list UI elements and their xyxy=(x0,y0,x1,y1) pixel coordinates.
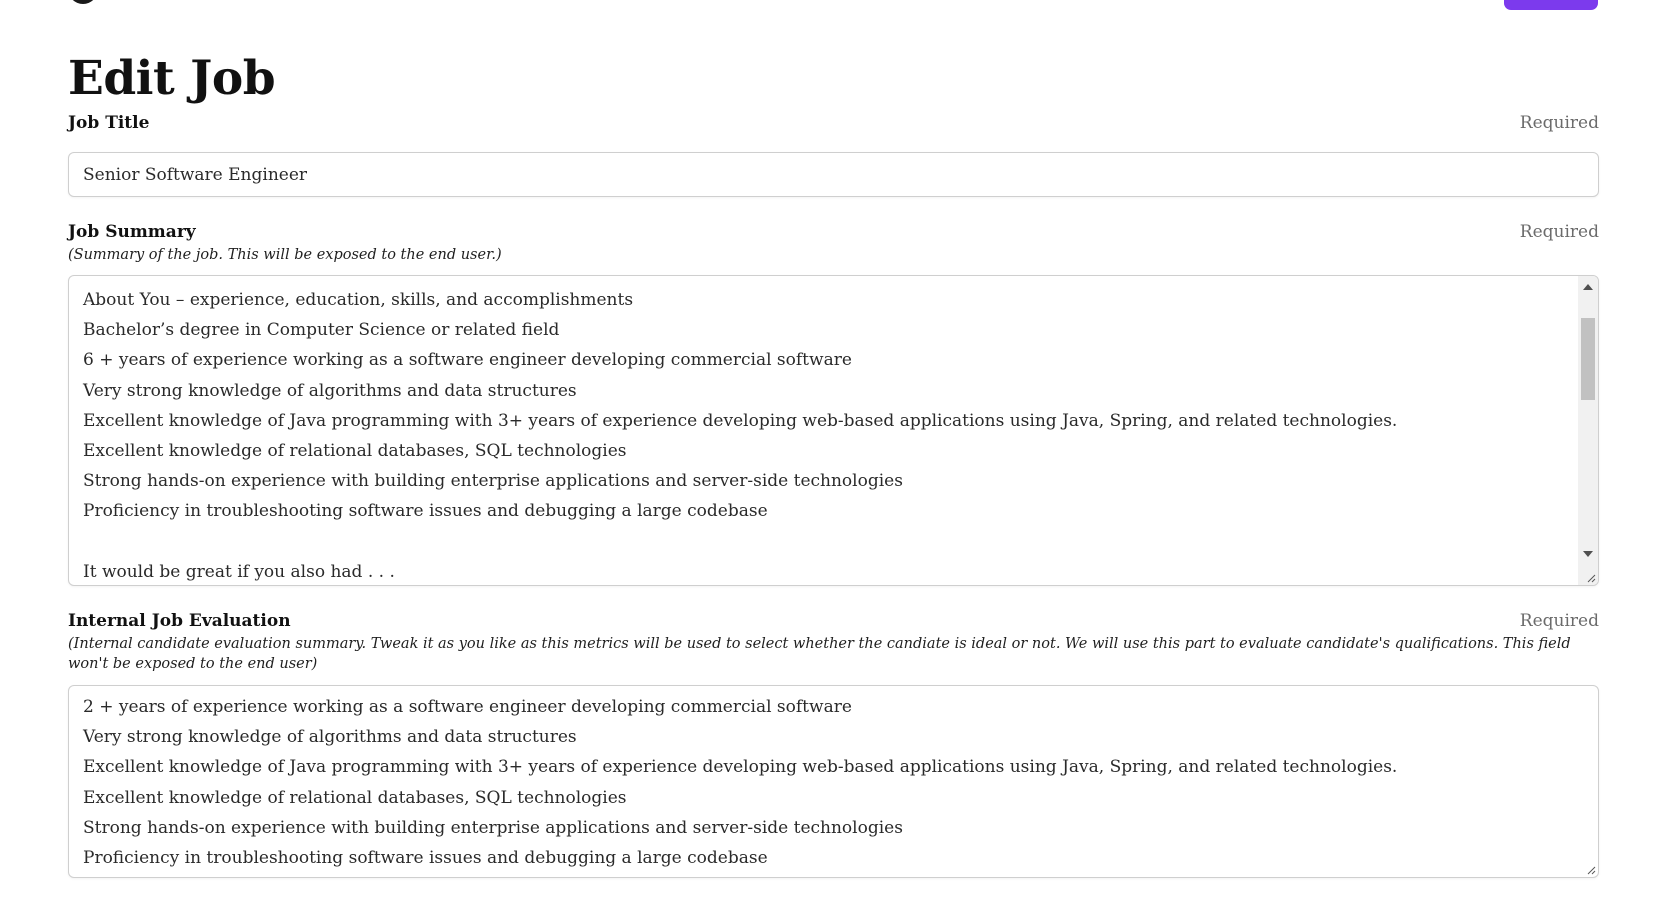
text-line: Excellent knowledge of relational databases, SQL technologies xyxy=(83,787,627,808)
text-line: Bachelor’s degree in Computer Science or related field xyxy=(83,320,560,341)
text-line: Excellent knowledge of Java programming with 3+ years of experience developing web-based applications using Java, Spring, and related technologies. xyxy=(83,410,1398,431)
text-line: Strong hands-on experience with building enterprise applications and server-side technologies xyxy=(83,471,903,492)
internal-evaluation-textarea[interactable] xyxy=(68,685,1599,878)
text-line: About You – experience, education, skills, and accomplishments xyxy=(83,290,634,310)
job-summary-label: Job Summary xyxy=(68,222,196,242)
job-title-required-text: Required xyxy=(1519,113,1599,133)
text-line: Strong hands-on experience with building enterprise applications and server-side technologies xyxy=(83,817,903,838)
scroll-down-arrow-icon[interactable] xyxy=(1583,551,1593,557)
text-line: Proficiency in troubleshooting software issues and debugging a large codebase xyxy=(83,501,768,522)
internal-evaluation-text xyxy=(83,692,1584,873)
job-title-label: Job Title xyxy=(68,113,150,133)
scroll-thumb[interactable] xyxy=(1581,318,1595,400)
job-title-input[interactable] xyxy=(68,152,1599,197)
internal-evaluation-label: Internal Job Evaluation xyxy=(68,611,291,631)
job-summary-text xyxy=(83,285,1574,586)
resize-grip-icon[interactable] xyxy=(1586,573,1596,583)
scroll-up-arrow-icon[interactable] xyxy=(1583,284,1593,290)
text-line: Proficiency in troubleshooting software issues and debugging a large codebase xyxy=(83,847,768,868)
job-summary-hint: (Summary of the job. This will be exposed to the end user.) xyxy=(68,247,502,263)
job-summary-textarea[interactable] xyxy=(68,275,1599,586)
resize-grip-icon[interactable] xyxy=(1586,865,1596,875)
internal-evaluation-required-text: Required xyxy=(1519,611,1599,631)
text-line: Excellent knowledge of relational databases, SQL technologies xyxy=(83,440,627,461)
text-line: Very strong knowledge of algorithms and data structures xyxy=(83,380,577,401)
job-summary-required-text: Required xyxy=(1519,222,1599,242)
text-line xyxy=(83,527,1574,557)
logo-icon[interactable] xyxy=(68,0,98,4)
text-line: Very strong knowledge of algorithms and data structures xyxy=(83,727,577,748)
job-summary-scrollbar[interactable] xyxy=(1578,276,1598,585)
text-line: It would be great if you also had . . . xyxy=(83,561,395,582)
text-line: Excellent knowledge of Java programming with 3+ years of experience developing web-based applications using Java, Spring, and related technologies. xyxy=(83,757,1398,778)
header-action-button[interactable] xyxy=(1504,0,1598,10)
text-line: 2 + years of experience working as a software engineer developing commercial software xyxy=(83,697,852,717)
text-line: 6 + years of experience working as a software engineer developing commercial software xyxy=(83,350,852,371)
page-title: Edit Job xyxy=(68,51,276,106)
internal-evaluation-hint: (Internal candidate evaluation summary. Tweak it as you like as this metrics will be used to select whether the candiate is ideal or not. We will use this part to evaluate candidate's qualifications. This field won't be exposed to the end user) xyxy=(68,636,1571,672)
